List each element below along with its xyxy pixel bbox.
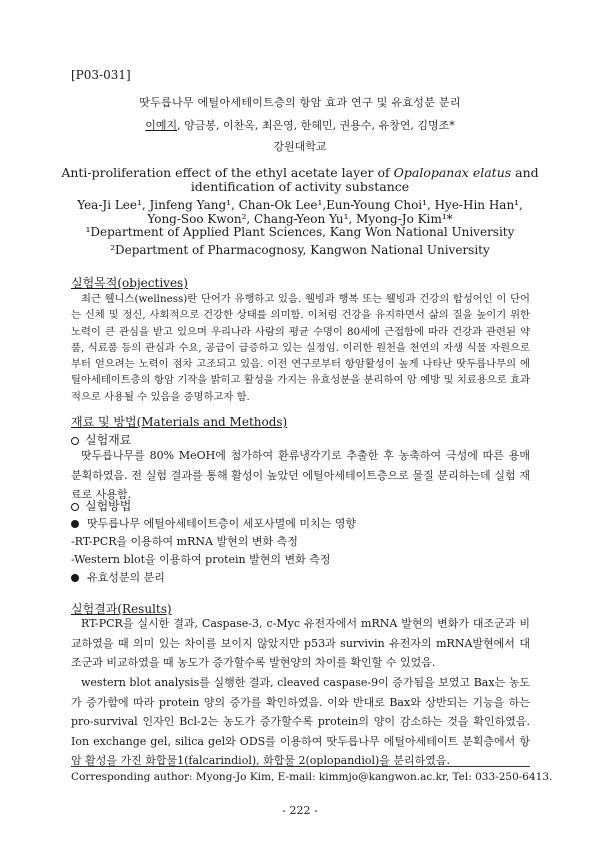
english-title-post: and [511, 165, 539, 180]
results-body-1: RT-PCR을 실시한 결과, Caspase-3, c-Myc 유전자에서 mRNA 발현의 변화가 대조군과 비교하였을 때 의미 있는 차이를 보이지 않았지만 p53과 survivin 유전자의 mRNA발현에서 대조군과 비교하였을 때 농도가 증가할수록 발현양의 차이를 확인할 수 있었음. [71, 617, 530, 669]
korean-authors [60, 117, 540, 133]
methods-sub-procedure [71, 497, 131, 514]
korean-title: 땃두릅나무 에틸아세테이트층의 항암 효과 연구 및 유효성분 분리 [139, 96, 461, 109]
english-authors-line2: Yong-Soo Kwon², Chang-Yeon Yu¹, Myong-Jo Kim¹* [147, 212, 453, 226]
methods-item-4 [71, 569, 165, 585]
methods-item-4-text: 유효성분의 분리 [87, 571, 165, 584]
english-title-species: Opalopanax elatus [393, 165, 512, 180]
methods-sub-materials-label: 실험재료 [85, 433, 132, 447]
corresponding-author: Corresponding author: Myong-Jo Kim, E-mail: kimmjo@kangwon.ac.kr, Tel: 033-250-6413. [71, 771, 553, 783]
filled-bullet-icon [71, 520, 79, 528]
methods-item-1-text: 땃두릅나무 에틸아세테이트층이 세포사멸에 미치는 영향 [87, 517, 357, 530]
korean-university: 강원대학교 [273, 140, 327, 153]
english-authors-line1: Yea-Ji Lee¹, Jinfeng Yang¹, Chan-Ok Lee¹,Eun-Young Choi¹, Hye-Hin Han¹, [77, 198, 523, 212]
methods-materials-body: 땃두릅나무를 80% MeOH에 첨가하여 환류냉각기로 추출한 후 농축하여 극성에 따른 용매 분획하였음. 전 실험 결과를 통해 활성이 높았던 에틸아세테이트층으로 물질 분리하는데 실험 재료로 사용함. [71, 449, 531, 501]
footer-divider [71, 766, 530, 767]
objectives-heading: 실험목적(objectives) [71, 276, 188, 290]
abstract-code: [P03-031] [71, 68, 131, 82]
objectives-body: 최근 웰니스(wellness)란 단어가 유행하고 있음. 웰빙과 행복 또는 웰빙과 건강의 합성어인 이 단어는 신체 및 정신, 사회적으로 건강한 상태를 의미함. 이처럼 건강을 유지하면서 삶의 질을 높이기 위한 노력이 큰 관심을 받고 있으며 우리나라 사람의 평균 수명이 80세에 근접함에 따라 건강과 관련된 약품, 식료품 등의 관심과 수요, 공급이 급증하고 있는 실정임. 이러한 원천을 천연의 자생 식물 자원으로부터 얻으려는 노력이 점차 고조되고 있음. 이전 연구로부터 항암활성이 높게 나타난 땃두릅나무의 에틸아세테이트층의 항암 기작을 밝히고 활성을 가지는 유효성분을 분리하여 암 예방 및 치료용으로 효과적으로 사용될 수 있음을 증명하고자 함. [71, 293, 530, 403]
methods-item-2: -RT-PCR을 이용하여 mRNA 발현의 변화 측정 [71, 535, 298, 548]
english-authors [60, 198, 540, 226]
korean-first-author: 이예지 [145, 119, 178, 132]
english-title-pre: Anti-proliferation effect of the ethyl acetate layer of [61, 165, 394, 180]
english-title-line2: identification of activity substance [190, 179, 410, 194]
affiliation-2: ²Department of Pharmacognosy, Kangwon National University [110, 243, 490, 257]
results-body-2: western blot analysis를 실행한 결과, cleaved caspase-9이 증가됨을 보였고 Bax는 농도가 증가함에 따라 protein 양의 증가를 확인하였음. 이와 반대로 Bax와 상반되는 기능을 하는 pro-survival 인자인 Bcl-2는 농도가 증가할수록 protein의 양이 감소하는 것을 확인하였음. Ion exchange gel, silica gel와 ODS를 이용하여 땃두릅나무 에틸아세테이트 분획층에서 항암 활성을 가진 화합물1(falcarindiol), 화합물 2(oplopandiol)을 분리하였음. [71, 676, 530, 767]
english-title [60, 166, 540, 194]
methods-sub-procedure-label: 실험방법 [85, 499, 132, 513]
korean-other-authors: , 양금봉, 이찬옥, 최은영, 한혜민, 권용수, 유창연, 김명조* [177, 119, 455, 132]
results-heading: 실험결과(Results) [71, 602, 172, 616]
methods-heading: 재료 및 방법(Materials and Methods) [71, 415, 288, 429]
page-number: - 222 - [282, 804, 318, 817]
methods-item-3: -Western blot을 이용하여 protein 발현의 변화 측정 [71, 553, 331, 566]
circle-bullet-icon [71, 437, 79, 445]
circle-bullet-icon [71, 503, 79, 511]
affiliation-1: ¹Department of Applied Plant Sciences, Kang Won National University [85, 225, 515, 239]
filled-bullet-icon [71, 574, 79, 582]
methods-item-1 [71, 515, 356, 531]
